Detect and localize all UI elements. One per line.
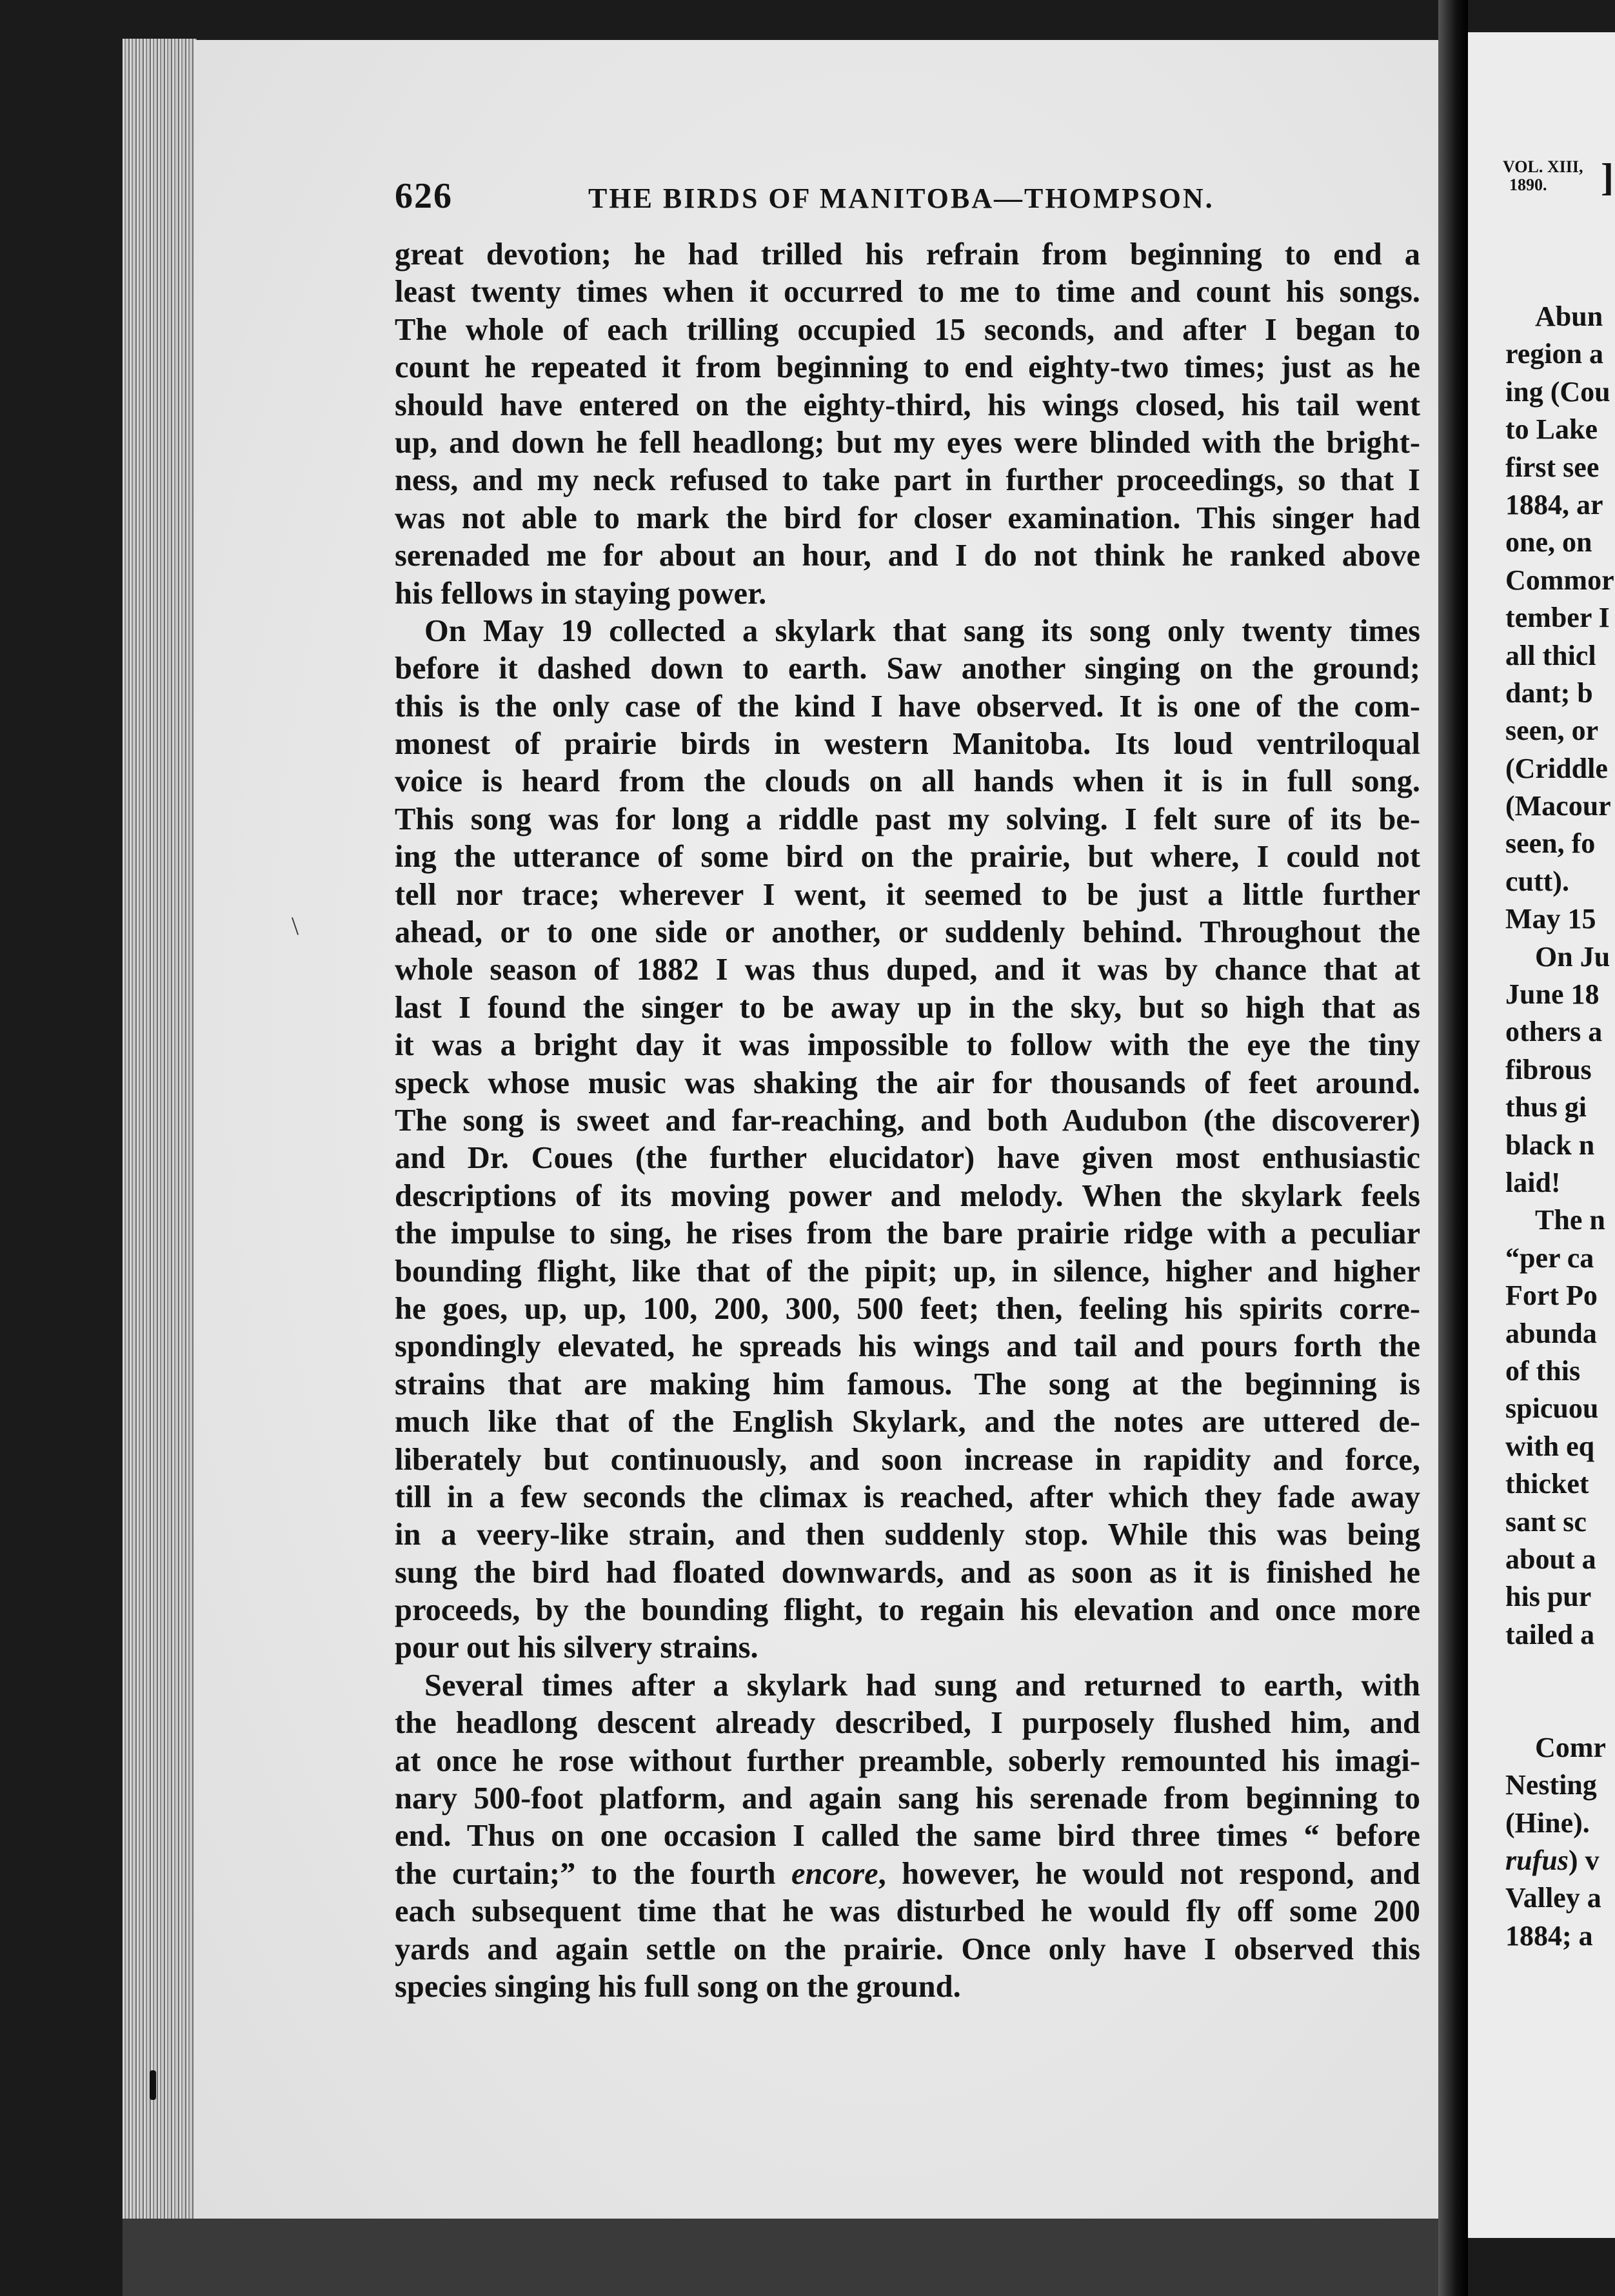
text-line: “per ca <box>1505 1242 1594 1274</box>
text-line: at once he rose without further preamble, soberly remounted his imagi- <box>395 1743 1420 1778</box>
text-line: (Macour <box>1505 790 1611 822</box>
text-line: region a <box>1505 338 1603 370</box>
text-line: This song was for long a riddle past my solving. I felt sure of its be- <box>395 802 1420 836</box>
text-line: fibrous <box>1505 1053 1592 1085</box>
text-line: (Hine). <box>1505 1806 1590 1839</box>
text-line: till in a few seconds the climax is reached, after which they fade away <box>395 1480 1420 1514</box>
text-line: pour out his silvery strains. <box>395 1630 758 1665</box>
text-line: should have entered on the eighty-third, his wings closed, his tail went <box>395 388 1420 422</box>
edge-mark <box>150 2070 156 2100</box>
text-line: and Dr. Coues (the further elucidator) have given most enthusiastic <box>395 1141 1420 1176</box>
text-line: end. Thus on one occasion I called the same bird three times “ before <box>395 1819 1420 1854</box>
text-line: serenaded me for about an hour, and I do not think he ranked above <box>395 539 1420 573</box>
text-line: descriptions of its moving power and melody. When the skylark feels <box>395 1178 1420 1213</box>
right-page-text <box>1505 298 1615 1955</box>
text-line: count he repeated it from beginning to end eighty-two times; just as he <box>395 350 1420 385</box>
text-line: species singing his full song on the ground. <box>395 1969 961 2004</box>
body-text <box>395 236 1420 2006</box>
text-line: spondingly elevated, he spreads his wings and tail and pours forth the <box>395 1329 1420 1364</box>
text-line: Valley a <box>1505 1882 1601 1914</box>
text-line: Nesting <box>1505 1769 1597 1801</box>
text-line: laid! <box>1505 1166 1561 1198</box>
text-line: of this <box>1505 1354 1581 1387</box>
text-line: all thicl <box>1505 639 1596 671</box>
text-line: sung the bird had floated downwards, and as soon as it is finished he <box>395 1555 1420 1590</box>
text-line: strains that are making him famous. The song at the beginning is <box>395 1367 1420 1401</box>
text-line: one, on <box>1505 526 1592 559</box>
blank-line <box>1505 1691 1615 1728</box>
text-line: Abun <box>1535 301 1603 332</box>
text-line: ing the utterance of some bird on the prairie, but where, I could not <box>395 840 1420 875</box>
text-line: his fellows in staying power. <box>395 576 767 611</box>
page-number: 626 <box>395 176 453 216</box>
year-label: 1890. <box>1509 175 1547 194</box>
text-line: in a veery-like strain, and then suddenly stop. While this was being <box>395 1518 1420 1552</box>
text-line: Fort Po <box>1505 1280 1598 1312</box>
text-line: others a <box>1505 1016 1603 1048</box>
right-page-header <box>1503 158 1612 194</box>
page-bottom-edge <box>123 2219 1464 2296</box>
text-line: 1884; a <box>1505 1919 1593 1952</box>
binding-edge <box>123 39 197 2225</box>
text-line: yards and again settle on the prairie. Once only have I observed this <box>395 1932 1420 1966</box>
text-line: On Ju <box>1535 940 1610 973</box>
text-line: Several times after a skylark had sung and returned to earth, with <box>424 1668 1420 1703</box>
text-line: spicuou <box>1505 1392 1599 1425</box>
text-line: 1884, ar <box>1505 488 1603 520</box>
text-line: seen, fo <box>1505 827 1596 860</box>
text-line: dant; b <box>1505 677 1593 709</box>
text-line: abunda <box>1505 1317 1597 1349</box>
text-line: bounding flight, like that of the pipit; up, in silence, higher and higher <box>395 1254 1420 1289</box>
text-line: each subsequent time that he was disturbed he would fly off some 200 <box>395 1894 1420 1929</box>
text-line: it was a bright day it was impossible to follow with the eye the tiny <box>395 1028 1420 1063</box>
text-line: the impulse to sing, he rises from the bare prairie ridge with a peculiar <box>395 1216 1420 1251</box>
text-line: the curtain;” to the fourth encore, however, he would not respond, and <box>395 1856 1420 1891</box>
text-line: before it dashed down to earth. Saw another singing on the ground; <box>395 651 1420 686</box>
text-line: whole season of 1882 I was thus duped, and it was by chance that at <box>395 953 1420 987</box>
text-line: this is the only case of the kind I have observed. It is one of the com- <box>395 689 1420 724</box>
text-line: thus gi <box>1505 1091 1587 1123</box>
text-line: the headlong descent already described, I purposely flushed him, and <box>395 1706 1420 1741</box>
text-line: ahead, or to one side or another, or suddenly behind. Throughout the <box>395 915 1420 950</box>
text-line: tember I <box>1505 602 1610 634</box>
text-line: first see <box>1505 451 1600 483</box>
text-line: The whole of each trilling occupied 15 seconds, and after I began to <box>395 312 1420 347</box>
text-line: May 15 <box>1505 903 1596 935</box>
text-line: The n <box>1535 1204 1605 1236</box>
running-title: THE BIRDS OF MANITOBA—THOMPSON. <box>588 183 1214 214</box>
text-line: cutt). <box>1505 865 1569 897</box>
text-line: up, and down he fell headlong; but my eyes were blinded with the bright- <box>395 425 1420 460</box>
text-line: The song is sweet and far-reaching, and both Audubon (the discoverer) <box>395 1103 1420 1138</box>
italic-word: encore <box>791 1856 878 1891</box>
running-head <box>395 175 1420 227</box>
text-line: tell nor trace; wherever I went, it seemed to be just a little further <box>395 877 1420 912</box>
text-line: voice is heard from the clouds on all hands when it is in full song. <box>395 764 1420 799</box>
margin-mark: \ <box>292 911 299 940</box>
text-line: sant sc <box>1505 1505 1587 1538</box>
text-line: On May 19 collected a skylark that sang its song only twenty times <box>424 613 1420 648</box>
text-line: least twenty times when it occurred to me to time and count his songs. <box>395 275 1420 310</box>
text-line: thicket <box>1505 1468 1589 1500</box>
blank-line <box>1505 1654 1615 1691</box>
text-line: black n <box>1505 1129 1595 1161</box>
volume-label: VOL. XIII, <box>1503 157 1583 176</box>
text-line: last I found the singer to be away up in the sky, but so high that as <box>395 990 1420 1025</box>
text-line: (Criddle <box>1505 752 1608 784</box>
text-line: Comr <box>1535 1731 1606 1763</box>
text-line: great devotion; he had trilled his refrain from beginning to end a <box>395 237 1420 272</box>
text-line: monest of prairie birds in western Manitoba. Its loud ventriloqual <box>395 727 1420 762</box>
italic-word: rufus <box>1505 1845 1569 1877</box>
text-line: ness, and my neck refused to take part in further proceedings, so that I <box>395 463 1420 498</box>
gutter-shadow <box>1438 0 1468 2296</box>
text-line: June 18 <box>1505 978 1600 1011</box>
text-line: was not able to mark the bird for closer examination. This singer had <box>395 500 1420 535</box>
text-line: his pur <box>1505 1581 1592 1613</box>
text-line: much like that of the English Skylark, and the notes are uttered de- <box>395 1405 1420 1440</box>
text-line: Commor <box>1505 564 1614 596</box>
text-line: to Lake <box>1505 413 1598 446</box>
text-line: he goes, up, up, 100, 200, 300, 500 feet; then, feeling his spirits corre- <box>395 1291 1420 1326</box>
text-line: ing (Cou <box>1505 375 1610 408</box>
text-line: liberately but continuously, and soon increase in rapidity and force, <box>395 1442 1420 1477</box>
text-line: about a <box>1505 1543 1596 1575</box>
text-line: proceeds, by the bounding flight, to regain his elevation and once more <box>395 1593 1420 1628</box>
text-line: seen, or <box>1505 715 1599 747</box>
text-line: tailed a <box>1505 1618 1595 1650</box>
text-line: speck whose music was shaking the air for thousands of feet around. <box>395 1065 1420 1100</box>
text-line: rufus) v <box>1505 1845 1600 1877</box>
text-line: nary 500-foot platform, and again sang his serenade from beginning to <box>395 1781 1420 1816</box>
text-line: with eq <box>1505 1430 1595 1462</box>
header-bracket: ] <box>1601 156 1614 199</box>
